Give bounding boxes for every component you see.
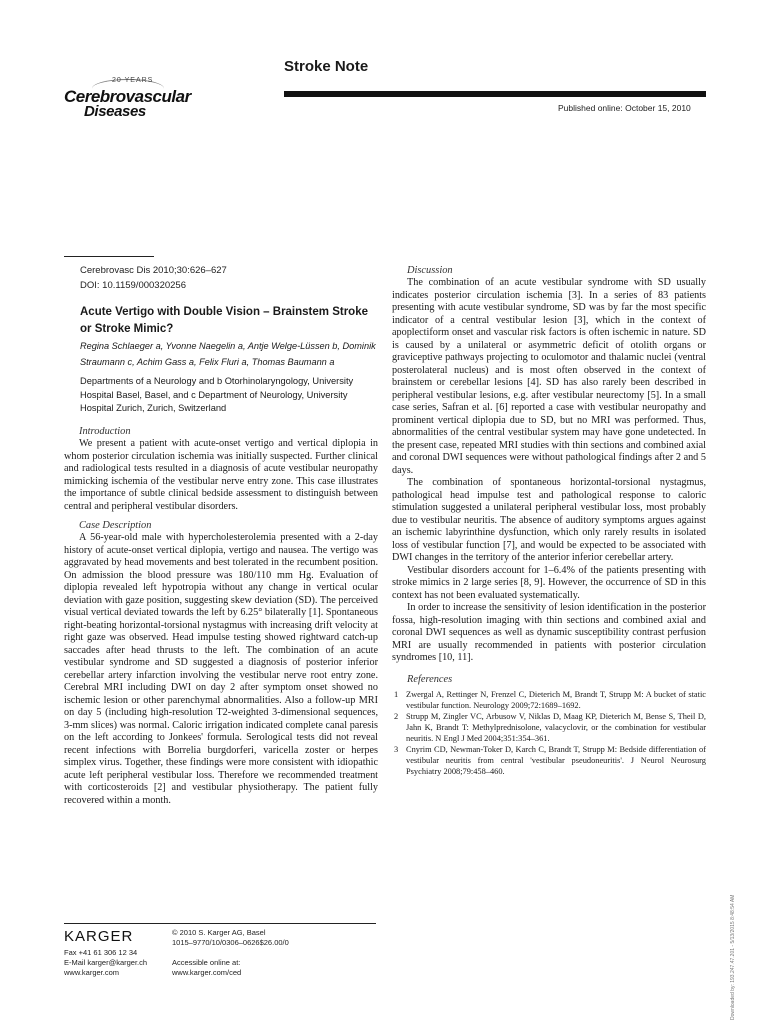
author-list: Regina Schlaeger a, Yvonne Naegelin a, Antje Welge-Lüssen b, Dominik Straumann c, Achim Gass a, Felix Fluri a, Thomas Baumann a xyxy=(80,341,376,367)
issn: 1015–9770/10/0306–0626$26.00/0 xyxy=(172,938,289,947)
affiliation: Departments of a Neurology and b Otorhinolaryngology, University Hospital Basel, Basel, and c Department of Neurology, University Hospital Zurich, Zurich, Switzerland xyxy=(80,376,354,413)
discussion-paragraph: The combination of an acute vestibular syndrome with SD usually indicates posterior circulation ischemia [3]. In a series of 83 patients presenting with acute vestibular syndrome, SD was by far the most specific indicator of a central vestibular lesion [3], which in the context of apoplectiform onset and vascular risk factors is often ischemic in nature. SD is caused by a unilateral or asymmetric deficit of otolith organs or graviceptive pathways projecting to oculomotor and thalamic nuclei (ventral posterolateral nucleus) and is most often observed in the context of brainstem or cerebellar lesions [4]. SD has also rarely been described in peripheral vestibular lesions, e.g. after vestibular neurectomy [5]. In a small case series, Safran et al. [6] reported a case with vestibular neuropathy and prominent vertical diplopia due to SD, but no MRI was performed. Thus, abnormalities of the central vestibular system may have gone undetected. In the present case, repeated MRI studies with thin sections and combined axial and coronal DWI sequences were without pathological findings after 2 and 5 days. xyxy=(392,277,706,476)
reference-number: 2 xyxy=(394,711,399,721)
publisher-fax: Fax +41 61 306 12 34 xyxy=(64,948,138,957)
reference-number: 3 xyxy=(394,744,399,754)
publisher-website[interactable]: www.karger.com xyxy=(64,968,120,977)
intro-heading: Introduction xyxy=(79,426,131,437)
journal-logo-line2: Diseases xyxy=(84,103,146,120)
online-label: Accessible online at: xyxy=(172,958,241,967)
footer-rule xyxy=(64,923,376,924)
reference-text: Strupp M, Zingler VC, Arbusow V, Niklas D, Maag KP, Dieterich M, Bense S, Theil D, Jahn K, Brandt T: Methylprednisolone, valacyclovir, or the combination for vestibular neuritis. N Engl J Med 2004;351:354–361. xyxy=(406,711,706,743)
reference-text: Zwergal A, Rettinger N, Frenzel C, Dieterich M, Brandt T, Strupp M: A bucket of static vestibular function. Neurology 2009;72:1689–1692. xyxy=(406,689,706,710)
left-column xyxy=(64,425,378,807)
discussion-paragraph: Vestibular disorders account for 1–6.4% of the patients presenting with stroke mimics in 2 large series [8, 9]. However, the occurrence of SD in this context has not been evaluated systematically. xyxy=(392,564,706,601)
published-date: Published online: October 15, 2010 xyxy=(558,103,691,113)
case-heading: Case Description xyxy=(79,520,152,531)
discussion-paragraph: In order to increase the sensitivity of lesion identification in the posterior fossa, high-resolution imaging with thin sections and combined axial and coronal DWI sequences as well as dynamic susceptibility contrast perfusion MRI are usually recommended in patients with posterior circulation syndromes [10, 11]. xyxy=(392,602,706,663)
online-url[interactable]: www.karger.com/ced xyxy=(172,968,242,977)
article-title: Acute Vertigo with Double Vision – Brainstem Stroke or Stroke Mimic? xyxy=(80,306,368,335)
case-paragraph: A 56-year-old male with hypercholesterolemia presented with a 2-day history of acute-onset vertical diplopia, vertigo and nausea. The vertigo was aggravated by head movements and best tolerated in the recumbent position. On admission the blood pressure was 180/110 mm Hg. Evaluation of diplopia revealed left hypotropia without any change in vertical ocular deviation with gaze position, suggesting skew deviation (SD). The perceived visual vertical deviated towards the left by 6.25° bilaterally [1]. Spontaneous right-beating horizontal-torsional nystagmus with increasing drift velocity at right gaze was observed. Head impulse testing showed rightward catch-up saccades after head thrusts to the left. The combination of an acute vestibular syndrome and SD suggested a diagnosis of posterior inferior cerebellar artery infarction involving the vestibular nerve root entry zone. Cerebral MRI including DWI on day 2 after symptom onset showed no ischemic lesion or other parenchymal abnormalities. Also a follow-up MRI on day 5 (including high-resolution T2-weighted 3-dimensional sequences, 3-mm slices) was normal. Caloric irrigation indicated complete canal paresis on the left according to Jonkees' formula. Serological tests did not reveal recent infections with Borrelia burgdorferi, varicella zoster or herpes simplex virus. Together, these findings were more consistent with idiopathic acute left peripheral vestibular loss. Therefore we recommended treatment with corticosteroids [2] and vestibular physiotherapy. The patient fully recovered within a month. xyxy=(64,532,378,806)
reference-item xyxy=(392,711,706,744)
meta-rule xyxy=(64,256,154,257)
doi: DOI: 10.1159/000320256 xyxy=(80,280,186,291)
publisher-logo: KARGER xyxy=(64,928,134,945)
publisher-email[interactable]: E-Mail karger@karger.ch xyxy=(64,958,148,967)
references-heading: References xyxy=(407,673,453,685)
download-watermark: Downloaded by: 193.247.47.201 - 5/13/2015 8:48:54 AM xyxy=(730,894,736,1020)
journal-logo-line1: Cerebrovascular xyxy=(64,87,191,106)
discussion-paragraph: The combination of spontaneous horizontal-torsional nystagmus, pathological head impulse test and pathological response to caloric stimulation suggested a unilateral peripheral vestibular loss, most probably due to vestibular neuritis. The absence of auditory symptoms argues against an ischemic labyrinthine dysfunction, which only rarely results in isolated loss of vestibular function [7], and would be expected to be associated with DWI changes in the territory of the anterior inferior cerebellar artery. xyxy=(392,477,706,563)
reference-item xyxy=(392,744,706,777)
intro-paragraph: We present a patient with acute-onset vertigo and vertical diplopia in whom posterior circulation ischemia was initially suspected. Further clinical and radiological tests resulted in a diagnosis of acute vestibular neuropathy mimicking ischemia of the vestibular nerve entry zone. This case illustrates the importance of subtle clinical bedside assessment to distinguish between central and peripheral vestibular disorders. xyxy=(64,438,378,512)
right-column xyxy=(392,264,706,777)
copyright: © 2010 S. Karger AG, Basel xyxy=(172,928,266,937)
reference-item xyxy=(392,689,706,711)
logo-years: 20 YEARS xyxy=(112,77,154,84)
section-title: Stroke Note xyxy=(284,58,369,75)
reference-number: 1 xyxy=(394,689,399,699)
discussion-heading: Discussion xyxy=(407,265,453,276)
citation: Cerebrovasc Dis 2010;30:626–627 xyxy=(80,265,227,276)
header-rule xyxy=(284,91,706,97)
reference-text: Cnyrim CD, Newman-Toker D, Karch C, Brandt T, Strupp M: Bedside differentiation of vestibular neuritis from central 'vestibular pseudoneuritis'. J Neurol Neurosurg Psychiatry 2008;79:458–460. xyxy=(406,744,706,776)
